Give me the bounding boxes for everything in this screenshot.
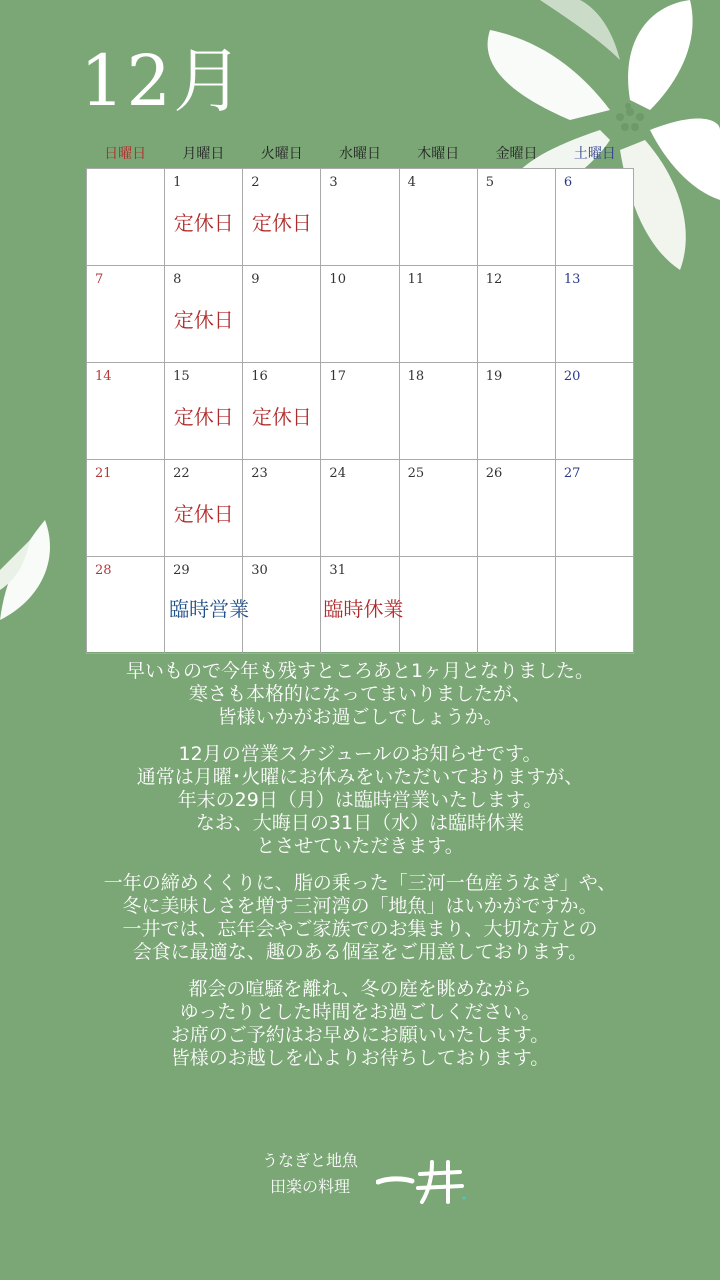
calendar-cell — [321, 460, 399, 557]
message-paragraph — [0, 872, 720, 964]
day-number: 6 — [563, 175, 573, 190]
restaurant-logo — [250, 1148, 490, 1208]
day-number: 1 — [173, 175, 182, 190]
weekday-thursday: 木曜日 — [417, 146, 460, 162]
leaf-decoration — [0, 510, 60, 620]
calendar-cell — [321, 557, 404, 654]
message-line: 年末の29日（月）は臨時営業いたします。 — [177, 789, 543, 811]
calendar-cell — [87, 363, 165, 460]
logo-mark-ichii — [376, 1156, 466, 1206]
day-number: 22 — [173, 466, 190, 481]
day-number: 2 — [251, 175, 260, 190]
message-line: 皆様のお越しを心よりお待ちしております。 — [170, 1047, 550, 1069]
calendar-cell — [477, 169, 555, 266]
calendar-cell-empty — [399, 557, 477, 654]
weekday-tuesday: 火曜日 — [260, 146, 303, 162]
logo-line-2: 田楽の料理 — [269, 1177, 350, 1196]
calendar-cell — [87, 557, 165, 654]
day-number: 3 — [329, 175, 338, 190]
message-line: お席のご予約はお早めにお願いいたします。 — [170, 1024, 550, 1046]
weekday-friday: 金曜日 — [495, 146, 538, 162]
calendar-cell — [321, 169, 399, 266]
message-paragraph — [0, 978, 720, 1070]
day-number: 23 — [251, 466, 268, 481]
calendar-cell — [477, 460, 555, 557]
month-title: 12月 — [80, 40, 246, 122]
day-number: 18 — [407, 369, 425, 384]
day-number: 31 — [329, 563, 346, 578]
message-line: 一井では、忘年会やご家族でのお集まり、大切な方との — [122, 918, 598, 940]
day-number: 8 — [173, 272, 182, 287]
message-line: 寒さも本格的になってまいりましたが、 — [188, 683, 531, 705]
calendar-cell-empty — [87, 169, 165, 266]
message-paragraph — [0, 743, 720, 858]
day-number: 11 — [407, 272, 425, 287]
special-close-label: 臨時休業 — [323, 597, 404, 621]
message-line: 早いもので今年も残すところあと1ヶ月となりました。 — [125, 660, 595, 682]
message-line: 一年の締めくくりに、脂の乗った「三河一色産うなぎ」や、 — [103, 872, 617, 894]
day-number: 17 — [329, 369, 346, 384]
message-line: とさせていただきます。 — [256, 835, 464, 857]
day-number: 14 — [95, 369, 112, 384]
logo-tagline — [250, 1148, 370, 1200]
calendar-cell — [243, 460, 321, 557]
calendar-cell — [165, 169, 243, 266]
day-number: 21 — [95, 466, 112, 481]
calendar-cell — [165, 266, 243, 363]
calendar-cell — [87, 266, 165, 363]
announcement-message — [0, 660, 720, 1084]
calendar-cell — [399, 363, 477, 460]
calendar-week — [87, 266, 634, 363]
message-line: 通常は月曜･火曜にお休みをいただいておりますが、 — [136, 766, 584, 788]
weekday-sunday: 日曜日 — [104, 146, 147, 162]
calendar-cell — [243, 169, 321, 266]
calendar-cell — [555, 266, 633, 363]
calendar-cell — [165, 460, 243, 557]
calendar-cell — [399, 266, 477, 363]
calendar-cell — [555, 363, 633, 460]
weekday-monday: 月曜日 — [182, 146, 225, 162]
calendar-cell — [165, 557, 250, 654]
message-line: 皆様いかがお過ごしでしょうか。 — [217, 706, 503, 728]
day-number: 16 — [251, 369, 268, 384]
calendar-cell — [477, 363, 555, 460]
day-number: 10 — [329, 272, 346, 287]
weekday-header — [86, 143, 634, 165]
calendar-cell — [165, 363, 243, 460]
calendar-cell — [243, 557, 321, 654]
day-number: 9 — [251, 272, 260, 287]
closed-day-label: 定休日 — [251, 211, 312, 235]
day-number: 25 — [407, 466, 425, 481]
message-line: 冬に美味しさを増す三河湾の「地魚」はいかがですか。 — [122, 895, 598, 917]
calendar-cell — [243, 266, 321, 363]
day-number: 15 — [173, 369, 190, 384]
calendar-cell — [555, 169, 633, 266]
calendar-cell — [555, 460, 633, 557]
message-line: なお、大晦日の31日（水）は臨時休業 — [195, 812, 525, 834]
day-number: 5 — [485, 175, 494, 190]
calendar-cell — [243, 363, 321, 460]
calendar-cell — [321, 266, 399, 363]
day-number: 13 — [563, 272, 581, 287]
calendar-cell-empty — [555, 557, 633, 654]
calendar-cell-empty — [477, 557, 555, 654]
day-number: 30 — [251, 563, 268, 578]
weekday-saturday: 土曜日 — [573, 146, 616, 162]
message-line: 12月の営業スケジュールのお知らせです。 — [178, 743, 542, 765]
calendar-cell — [477, 266, 555, 363]
day-number: 7 — [95, 272, 104, 287]
day-number: 4 — [407, 175, 416, 190]
day-number: 19 — [485, 369, 503, 384]
day-number: 28 — [95, 563, 112, 578]
message-paragraph — [0, 660, 720, 729]
calendar-grid — [86, 168, 634, 652]
day-number: 29 — [173, 563, 190, 578]
day-number: 24 — [329, 466, 346, 481]
closed-day-label: 定休日 — [173, 308, 234, 332]
message-line: 会食に最適な、趣のある個室をご用意しております。 — [132, 941, 588, 963]
day-number: 27 — [563, 466, 581, 481]
calendar-week — [87, 363, 634, 460]
calendar-cell — [87, 460, 165, 557]
calendar-week — [87, 557, 634, 654]
calendar-week — [87, 169, 634, 266]
weekday-wednesday: 水曜日 — [338, 146, 381, 162]
calendar-cell — [399, 460, 477, 557]
closed-day-label: 定休日 — [173, 405, 234, 429]
calendar-week — [87, 460, 634, 557]
message-line: ゆったりとした時間をお過ごしください。 — [179, 1001, 541, 1023]
day-number: 12 — [485, 272, 503, 287]
closed-day-label: 定休日 — [173, 211, 234, 235]
day-number: 26 — [485, 466, 503, 481]
message-line: 都会の喧騒を離れ、冬の庭を眺めながら — [188, 978, 532, 1000]
special-open-label: 臨時営業 — [169, 597, 250, 621]
calendar-cell — [399, 169, 477, 266]
calendar-cell — [321, 363, 399, 460]
day-number: 20 — [563, 369, 581, 384]
closed-day-label: 定休日 — [251, 405, 312, 429]
closed-day-label: 定休日 — [173, 502, 234, 526]
logo-line-1: うなぎと地魚 — [261, 1151, 358, 1170]
